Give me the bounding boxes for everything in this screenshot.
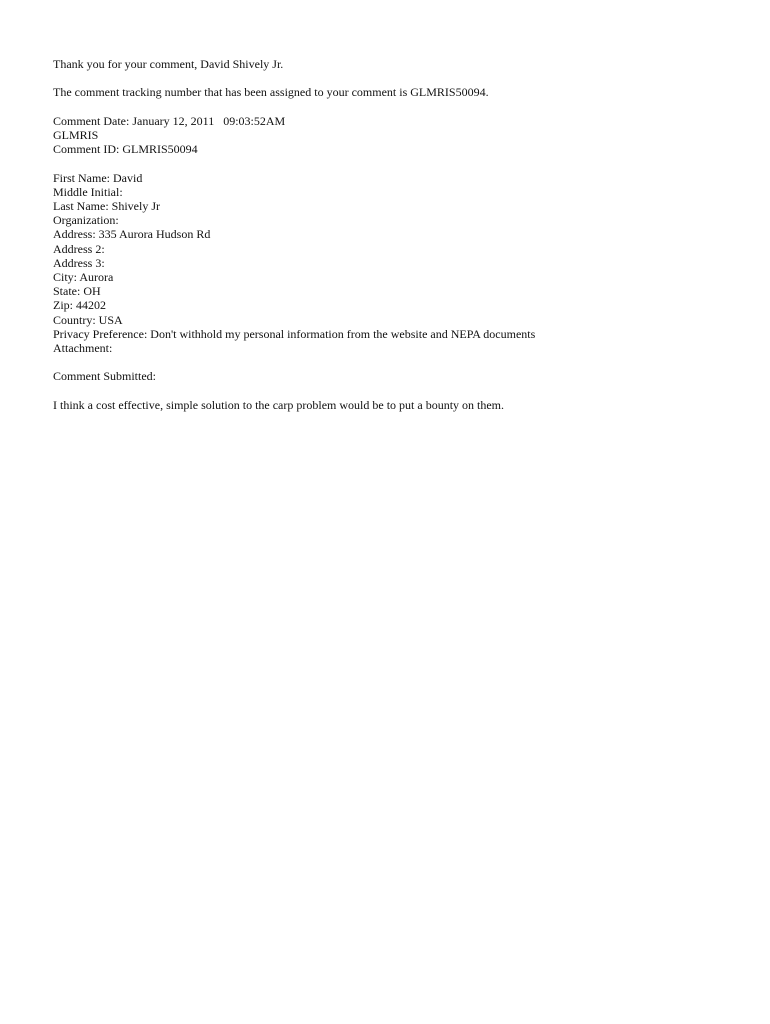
field-privacy-preference: Privacy Preference: Don't withhold my personal information from the website and NEPA documents	[53, 326, 536, 341]
comment-body: I think a cost effective, simple solution to the carp problem would be to put a bounty on them.	[53, 397, 505, 412]
comment-date: Comment Date: January 12, 2011 09:03:52AM	[53, 113, 286, 128]
field-address: Address: 335 Aurora Hudson Rd	[53, 227, 211, 242]
comment-submitted-label: Comment Submitted:	[53, 369, 157, 384]
tracking-number-text: The comment tracking number that has been assigned to your comment is GLMRIS50094.	[53, 85, 489, 100]
spacer	[53, 384, 733, 398]
spacer	[53, 156, 733, 170]
project-name: GLMRIS	[53, 127, 99, 142]
greeting-text: Thank you for your comment, David Shively Jr.	[53, 57, 284, 71]
spacer	[53, 71, 733, 85]
field-address-2: Address 2:	[53, 241, 105, 256]
field-city: City: Aurora	[53, 270, 114, 284]
spacer	[53, 100, 733, 114]
field-organization: Organization:	[53, 213, 119, 228]
field-first-name: First Name: David	[53, 170, 143, 185]
field-address-3: Address 3:	[53, 255, 105, 270]
field-country: Country: USA	[53, 312, 123, 327]
document-page	[53, 57, 733, 412]
field-state: State: OH	[53, 284, 101, 299]
field-zip: Zip: 44202	[53, 298, 106, 313]
comment-id: Comment ID: GLMRIS50094	[53, 142, 198, 157]
field-attachment: Attachment:	[53, 341, 113, 356]
field-middle-initial: Middle Initial:	[53, 184, 123, 199]
field-last-name: Last Name: Shively Jr	[53, 198, 160, 213]
spacer	[53, 355, 733, 369]
